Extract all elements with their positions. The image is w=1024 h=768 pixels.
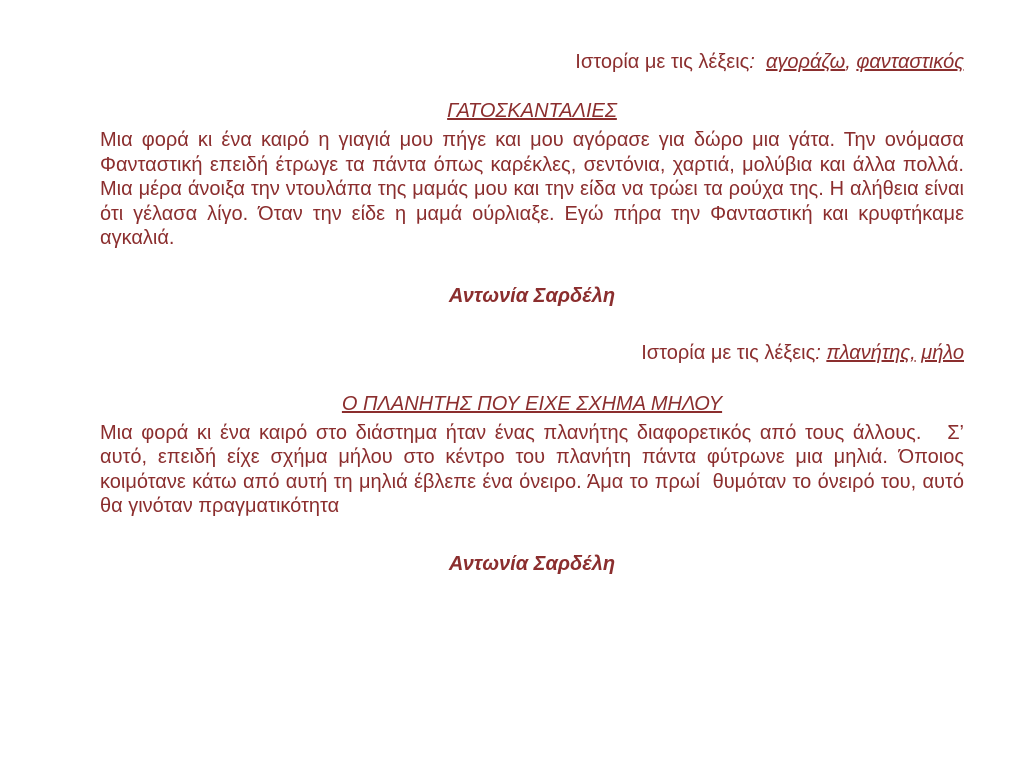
story2-words-colon: :: [815, 341, 821, 364]
story1-words-prefix: Ιστορία με τις λέξεις: [575, 51, 750, 73]
story2-word2: μήλο: [921, 341, 964, 364]
story2-words-prefix: Ιστορία με τις λέξεις: [641, 341, 816, 364]
story1-author: Αντωνία Σαρδέλη: [448, 284, 616, 307]
story1-text: Μια φορά κι ένα καιρό η γιαγιά μου πήγε και μου αγόρασε για δώρο μια γάτα. Την ονόμασα Φανταστική επειδή έτρωγε τα πάντα όπως καρέκλες, σεντόνια, χαρτιά, μολύβια και άλλα πολλά. Μια μέρα άνοιξα την ντουλάπα της μαμάς μου και την είδα να τρώει τα ρούχα της. Η αλήθεια είναι ότι γέλασα λίγο. Όταν την είδε η μαμά ούρλιαξε. Εγώ πήρα την Φανταστική και κρυφτήκαμε αγκαλιά.: [100, 129, 970, 249]
story1-word1: αγοράζω: [765, 51, 846, 73]
story1-words-colon: :: [749, 51, 755, 73]
slide-content: [100, 48, 970, 577]
story2-author: Αντωνία Σαρδέλη: [448, 552, 616, 575]
story2-words-line: [100, 339, 964, 367]
story2-title: Ο ΠΛΑΝΗΤΗΣ ΠΟΥ ΕΙΧΕ ΣΧΗΜΑ ΜΗΛΟΥ: [341, 392, 723, 415]
story1-title: ΓΑΤΟΣΚΑΝΤΑΛΙΕΣ: [447, 100, 617, 122]
story2-text: Μια φορά κι ένα καιρό στο διάστημα ήταν ένας πλανήτης διαφορετικός από τους άλλους. Σ’ αυτό, επειδή είχε σχήμα μήλου στο κέντρο του πλανήτη πάντα φύτρωνε μια μηλιά. Όποιος κοιμότανε κάτω από αυτή τη μηλιά έβλεπε ένα όνειρο. Άμα το πρωί θυμόταν το όνειρό του, αυτό θα γινόταν πραγματικότητα: [100, 421, 970, 517]
story1-word2: φανταστικός: [856, 51, 964, 73]
story2-word1: πλανήτης,: [826, 341, 916, 364]
story1-word-separator: ,: [845, 51, 851, 73]
story1-words-line: [100, 48, 964, 76]
